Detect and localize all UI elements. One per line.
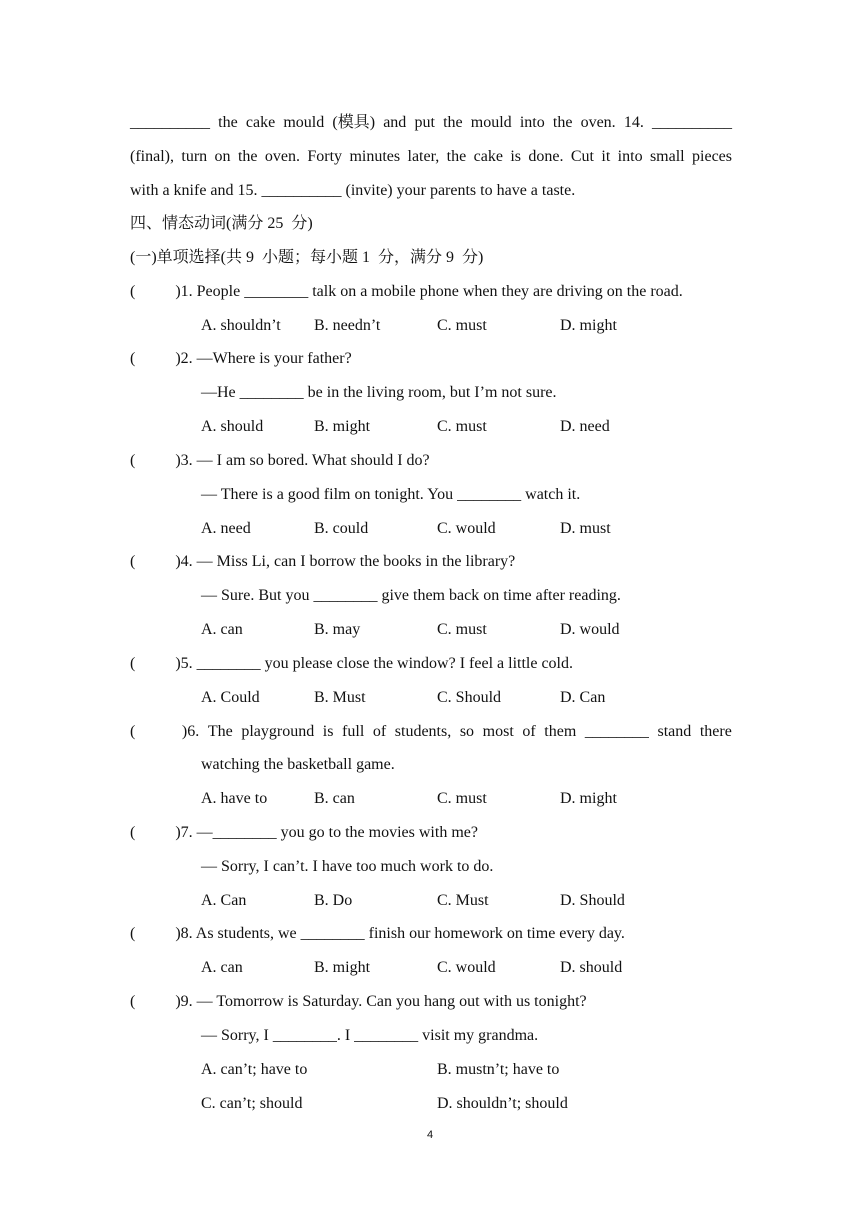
word: Cut — [570, 148, 594, 165]
passage-line-3: with a knife and 15. __________ (invite) your parents to have a taste. — [130, 182, 576, 199]
passage-line-1 — [130, 113, 732, 133]
word: the — [443, 114, 463, 131]
q2-option-c: C. must — [437, 418, 487, 435]
q1-option-b: B. needn’t — [314, 317, 381, 334]
q4-option-a: A. can — [201, 621, 243, 638]
word: of — [522, 723, 536, 740]
question-7-stem: ( )7. —________ you go to the movies with me? — [130, 824, 478, 841]
q1-option-c: C. must — [437, 317, 487, 334]
word: into — [617, 148, 643, 165]
word: oven. — [580, 114, 616, 131]
word: most — [482, 723, 514, 740]
q9-option-c: C. can’t; should — [201, 1095, 303, 1112]
word: pieces — [692, 148, 732, 165]
word: there — [699, 723, 732, 740]
word: minutes — [349, 148, 401, 165]
q8-option-a: A. can — [201, 959, 243, 976]
word: on — [214, 148, 231, 165]
word: turn — [181, 148, 208, 165]
q5-option-d: D. Can — [560, 689, 606, 706]
word: small — [649, 148, 685, 165]
question-2-reply: —He ________ be in the living room, but I’m not sure. — [201, 384, 557, 401]
q7-option-b: B. Do — [314, 892, 353, 909]
word: oven. — [264, 148, 300, 165]
q6-option-b: B. can — [314, 790, 355, 807]
word: students, — [394, 723, 452, 740]
page-number: 4 — [426, 1129, 434, 1141]
question-5-stem: ( )5. ________ you please close the window? I feel a little cold. — [130, 655, 573, 672]
q4-option-c: C. must — [437, 621, 487, 638]
word: The — [207, 723, 233, 740]
word: the — [237, 148, 258, 165]
word: __________ — [652, 114, 732, 131]
question-6-stem — [130, 722, 732, 742]
question-4-reply: — Sure. But you ________ give them back on time after reading. — [201, 587, 621, 604]
q3-option-c: C. would — [437, 520, 496, 537]
word: (模具) — [332, 114, 376, 131]
word: into — [519, 114, 545, 131]
word: full — [342, 723, 365, 740]
q9-option-b: B. mustn’t; have to — [437, 1061, 560, 1078]
q7-option-d: D. Should — [560, 892, 625, 909]
q8-option-b: B. might — [314, 959, 371, 976]
word: them — [544, 723, 577, 740]
q6-option-a: A. have to — [201, 790, 268, 807]
word: )6. — [181, 723, 200, 740]
word: the — [446, 148, 467, 165]
q3-option-b: B. could — [314, 520, 369, 537]
word: stand — [657, 723, 692, 740]
question-3-reply: — There is a good film on tonight. You ________ watch it. — [201, 486, 581, 503]
q4-option-d: D. would — [560, 621, 620, 638]
word: it — [601, 148, 611, 165]
q9-option-d: D. shouldn’t; should — [437, 1095, 568, 1112]
question-9-reply: — Sorry, I ________. I ________ visit my grandma. — [201, 1027, 539, 1044]
answer-bracket: ( — [130, 723, 136, 740]
q7-option-c: C. Must — [437, 892, 489, 909]
question-1-stem: ( )1. People ________ talk on a mobile phone when they are driving on the road. — [130, 283, 683, 300]
word: later, — [407, 148, 440, 165]
word: __________ — [130, 114, 210, 131]
word: cake — [245, 114, 276, 131]
q1-option-a: A. shouldn’t — [201, 317, 281, 334]
passage-line-2 — [130, 147, 732, 167]
q2-option-b: B. might — [314, 418, 371, 435]
q2-option-d: D. need — [560, 418, 610, 435]
q5-option-a: A. Could — [201, 689, 260, 706]
q2-option-a: A. should — [201, 418, 264, 435]
q8-option-d: D. should — [560, 959, 623, 976]
word: cake — [473, 148, 503, 165]
question-3-stem: ( )3. — I am so bored. What should I do? — [130, 452, 430, 469]
word: is — [322, 723, 334, 740]
word: done. — [528, 148, 564, 165]
word: the — [552, 114, 573, 131]
q9-option-a: A. can’t; have to — [201, 1061, 308, 1078]
question-2-stem: ( )2. —Where is your father? — [130, 350, 352, 367]
q5-option-b: B. Must — [314, 689, 366, 706]
word: mould — [470, 114, 512, 131]
word: is — [510, 148, 521, 165]
word: playground — [241, 723, 315, 740]
q3-option-d: D. must — [560, 520, 611, 537]
question-7-reply: — Sorry, I can’t. I have too much work to do. — [201, 858, 494, 875]
word: so — [459, 723, 475, 740]
q3-option-a: A. need — [201, 520, 251, 537]
q6-option-d: D. might — [560, 790, 617, 807]
section-heading: 四、情态动词(满分 25 分) — [130, 215, 313, 232]
q6-option-c: C. must — [437, 790, 487, 807]
q8-option-c: C. would — [437, 959, 496, 976]
word: mould — [283, 114, 325, 131]
question-6-stem-continued: watching the basketball game. — [201, 756, 395, 773]
q4-option-b: B. may — [314, 621, 361, 638]
word: put — [414, 114, 435, 131]
question-9-stem: ( )9. — Tomorrow is Saturday. Can you hang out with us tonight? — [130, 993, 587, 1010]
section-subheading: (一)单项选择(共 9 小题；每小题 1 分，满分 9 分) — [130, 249, 484, 266]
word: (final), — [130, 148, 174, 165]
question-8-stem: ( )8. As students, we ________ finish our homework on time every day. — [130, 925, 625, 942]
word: the — [218, 114, 238, 131]
q5-option-c: C. Should — [437, 689, 502, 706]
word: and — [383, 114, 407, 131]
word: Forty — [307, 148, 343, 165]
q7-option-a: A. Can — [201, 892, 247, 909]
word: of — [372, 723, 387, 740]
question-4-stem: ( )4. — Miss Li, can I borrow the books in the library? — [130, 553, 516, 570]
answer-blank: ________ — [584, 723, 649, 740]
q1-option-d: D. might — [560, 317, 617, 334]
word: 14. — [623, 114, 644, 131]
